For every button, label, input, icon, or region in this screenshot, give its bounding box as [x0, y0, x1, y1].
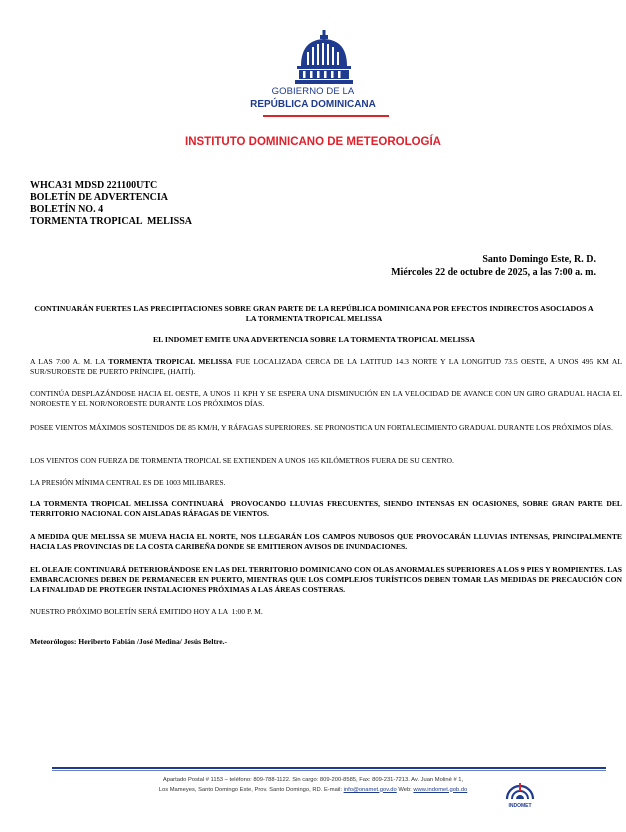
paragraph-winds: POSEE VIENTOS MÁXIMOS SOSTENIDOS DE 85 KM/H, Y RÁFAGAS SUPERIORES. SE PRONOSTICA UN FORTALECIMIENTO GRADUAL DURANTE LOS PRÓXIMOS DÍAS. [30, 423, 613, 432]
paragraph-north-move: A MEDIDA QUE MELISSA SE MUEVA HACIA EL NORTE, NOS LLEGARÁN LOS CAMPOS NUBOSOS QUE PROVOCARÁN LLUVIAS INTENSAS, PRINCIPALMENTE HACIA LAS PROVINCIAS DE LA COSTA CARIBEÑA DONDE SE EMITIERON AVISOS DE INUNDACIONES. [30, 532, 622, 552]
bulletin-number: BOLETÍN NO. 4 [30, 204, 104, 215]
website-link[interactable]: www.indomet.gob.do [413, 786, 468, 793]
paragraph-location-rest: FUE LOCALIZADA CERCA DE LA LATITUD 14.3 NORTE Y LA LONGITUD 73.5 OESTE, A UNOS 495 KM AL SUR/SUROESTE DE PUERTO PRÍNCIPE, (HAITÍ). [30, 357, 622, 377]
government-line-1: GOBIERNO DE LA [271, 86, 355, 97]
paragraph-pressure: LA PRESIÓN MÍNIMA CENTRAL ES DE 1003 MILIBARES. [30, 478, 226, 487]
place: Santo Domingo Este, R. D. [482, 254, 596, 265]
footer-contact [90, 776, 536, 795]
paragraph-waves: EL OLEAJE CONTINUARÁ DETERIORÁNDOSE EN LAS DEL TERRITORIO DOMINICANO CON OLAS ANORMALES SUPERIORES A LOS 9 PIES Y ROMPIENTES. LAS EMBARCACIONES DEBEN DE PERMANECER EN PUERTO, MIENTRAS QUE LOS COMPLEJOS TURÍSTICOS DEBEN TOMAR LAS MEDIDAS DE PRECAUCIÓN CON LA FINALIDAD DE PROTEGER INSTALACIONES PRÓXIMAS A LAS ÁREAS COSTERAS. [30, 565, 622, 595]
paragraph-rain-impact: LA TORMENTA TROPICAL MELISSA CONTINUARÁ PROVOCANDO LLUVIAS FRECUENTES, SIENDO INTENSAS EN OCASIONES, SOBRE GRAN PARTE DEL TERRITORIO NACIONAL CON AISLADAS RÁFAGAS DE VIENTOS. [30, 499, 624, 519]
footer-rule [52, 767, 606, 769]
bulletin-code: WHCA31 MDSD 221100UTC [30, 180, 158, 191]
paragraph-movement: CONTINÚA DESPLAZÁNDOSE HACIA EL OESTE, A UNOS 11 KPH Y SE ESPERA UNA DISMINUCIÓN EN LA VELOCIDAD DE AVANCE CON UN GIRO GRADUAL HACIA EL NOROESTE Y EL NOR/NOROESTE DURANTE LOS PRÓXIMOS DÍAS. [30, 389, 622, 409]
footer-contact-line [90, 786, 536, 796]
storm-name-inline: TORMENTA TROPICAL MELISSA [108, 357, 233, 366]
email-link[interactable]: info@onamet.gov.do [343, 786, 397, 793]
paragraph-next-bulletin: NUESTRO PRÓXIMO BOLETÍN SERÁ EMITIDO HOY A LA 1:00 P. M. [30, 607, 263, 616]
indomet-logo-label: INDOMET [508, 803, 532, 809]
place-date-block [391, 254, 596, 279]
subheadline: EL INDOMET EMITE UNA ADVERTENCIA SOBRE LA TORMENTA TROPICAL MELISSA [152, 335, 475, 344]
footer-rule-thin [52, 770, 606, 771]
footer-address-line: Apartado Postal # 1153 – teléfono: 809-788-1122. Sin cargo: 809-200-8585, Fax: 809-231-7213. Av. Juan Moliné # 1, [162, 777, 464, 783]
paragraph-location-lead: A LAS 7:00 A. M. LA [30, 357, 109, 366]
bulletin-type: BOLETÍN DE ADVERTENCIA [30, 192, 169, 203]
meteorologists: Meteorólogos: Heriberto Fabián /José Medina/ Jesús Beltre.- [30, 637, 228, 646]
national-palace-dome-icon [289, 30, 359, 86]
bulletin-header [30, 180, 192, 228]
issue-date: Miércoles 22 de octubre de 2025, a las 7:00 a. m. [391, 266, 596, 278]
paragraph-location [30, 357, 622, 377]
storm-name: TORMENTA TROPICAL MELISSA [30, 216, 192, 227]
headline: CONTINUARÁN FUERTES LAS PRECIPITACIONES SOBRE GRAN PARTE DE LA REPÚBLICA DOMINICANA POR EFECTOS INDIRECTOS ASOCIADOS A LA TORMENTA TROPICAL MELISSA [34, 304, 594, 323]
footer-web-label: Web: [396, 786, 414, 793]
paragraph-wind-extent: LOS VIENTOS CON FUERZA DE TORMENTA TROPICAL SE EXTIENDEN A UNOS 165 KILÓMETROS FUERA DE SU CENTRO. [30, 456, 454, 465]
government-line-2: REPÚBLICA DOMINICANA [250, 99, 376, 110]
indomet-emblem-icon [503, 779, 537, 801]
institute-title: INSTITUTO DOMINICANO DE METEOROLOGÍA [185, 136, 441, 148]
footer-location-text: Los Mameyes, Santo Domingo Este, Prov. Santo Domingo, RD. E-mail: [158, 786, 344, 793]
government-divider [263, 115, 389, 117]
